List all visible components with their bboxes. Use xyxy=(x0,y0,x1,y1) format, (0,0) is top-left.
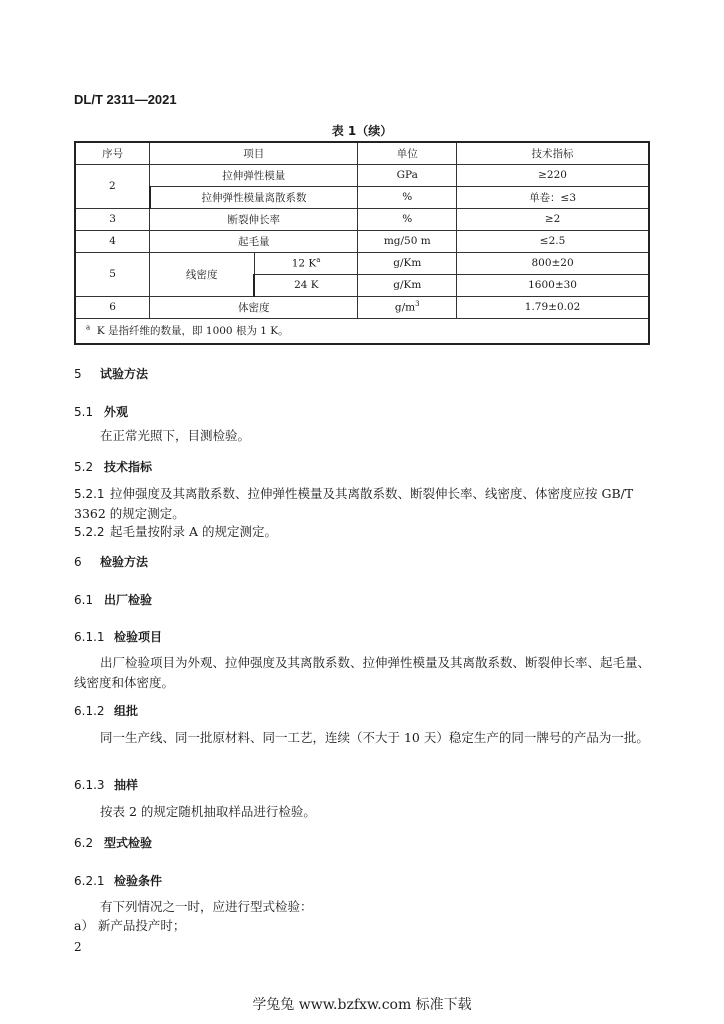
heading-title: 检验条件 xyxy=(114,874,163,888)
cell-value: ≥2 xyxy=(457,208,649,230)
heading-number: 5 xyxy=(74,367,82,381)
heading-5-2 xyxy=(74,458,152,475)
unit-superscript: 3 xyxy=(415,300,420,309)
cell-no: 2 xyxy=(75,164,150,208)
cell-value: 800±20 xyxy=(457,252,649,274)
table-header-row xyxy=(75,142,649,164)
paragraph-6-1-3: 按表 2 的规定随机抽取样品进行检验。 xyxy=(100,804,316,819)
table-footnote-row xyxy=(75,318,649,344)
heading-5 xyxy=(74,365,148,382)
heading-number: 5.1 xyxy=(74,405,94,419)
heading-title: 试验方法 xyxy=(100,367,149,381)
paragraph-6-1-2: 同一生产线、同一批原材料、同一工艺，连续（不大于 10 天）稳定生产的同一牌号的产品为一批。 xyxy=(100,730,649,745)
table-footnote xyxy=(75,318,649,344)
paragraph-5-1: 在正常光照下，目测检验。 xyxy=(100,428,251,443)
table-row xyxy=(75,296,649,318)
cell-value: ≤2.5 xyxy=(457,230,649,252)
cell-no: 5 xyxy=(75,252,150,296)
cell-no: 3 xyxy=(75,208,150,230)
heading-number: 6.1.3 xyxy=(74,778,105,792)
heading-title: 出厂检验 xyxy=(104,593,153,607)
cell-value: ≥220 xyxy=(457,164,649,186)
table-row xyxy=(75,208,649,230)
paragraph-5-2-1 xyxy=(74,484,654,524)
clause-text: 拉伸强度及其离散系数、拉伸弹性模量及其离散系数、断裂伸长率、线密度、体密度应按 GB/T 3362 的规定测定。 xyxy=(74,486,634,521)
heading-number: 6 xyxy=(74,555,82,569)
clause-number: 5.2.1 xyxy=(74,487,105,501)
heading-title: 技术指标 xyxy=(104,460,153,474)
heading-6-1-2 xyxy=(74,702,138,719)
spec-table xyxy=(74,141,650,345)
cell-no: 6 xyxy=(75,296,150,318)
clause-text: 起毛量按附录 A 的规定测定。 xyxy=(110,524,277,539)
cell-unit: mg/50 m xyxy=(358,230,457,252)
paragraph-6-2-1: 有下列情况之一时，应进行型式检验： xyxy=(100,899,313,914)
heading-title: 组批 xyxy=(114,704,139,718)
footnote-mark: a xyxy=(86,323,91,332)
cell-item: 拉伸弹性模量 xyxy=(150,164,358,186)
heading-number: 6.1.1 xyxy=(74,630,105,644)
heading-number: 6.1.2 xyxy=(74,704,105,718)
clause-number: 5.2.2 xyxy=(74,525,105,539)
table-row xyxy=(75,252,649,274)
header-value: 技术指标 xyxy=(457,142,649,164)
cell-value: 1.79±0.02 xyxy=(457,296,649,318)
heading-title: 抽样 xyxy=(114,778,139,792)
heading-6-1 xyxy=(74,591,152,608)
cell-value: 单卷：≤3 xyxy=(457,186,649,208)
table-caption: 表 1（续） xyxy=(331,124,393,138)
header-item: 项目 xyxy=(150,142,358,164)
list-item-a: a） 新产品投产时； xyxy=(74,918,186,933)
cell-item: 体密度 xyxy=(150,296,358,318)
page-number: 2 xyxy=(74,940,82,954)
cell-unit: g/Km xyxy=(358,274,457,296)
cell-unit: GPa xyxy=(358,164,457,186)
heading-number: 5.2 xyxy=(74,460,94,474)
footnote-text: K 是指纤维的数量，即 1000 根为 1 K。 xyxy=(96,325,289,338)
paragraph-6-1-1: 出厂检验项目为外观、拉伸强度及其离散系数、拉伸弹性模量及其离散系数、断裂伸长率、起毛量、线密度和体密度。 xyxy=(74,655,651,690)
site-watermark[interactable]: 学兔兔 www.bzfxw.com 标准下载 xyxy=(252,997,472,1013)
heading-title: 检验项目 xyxy=(114,630,163,644)
heading-6-1-3 xyxy=(74,776,138,793)
cell-item: 拉伸弹性模量离散系数 xyxy=(150,186,358,208)
cell-no: 4 xyxy=(75,230,150,252)
cell-sub-item xyxy=(254,252,358,274)
cell-unit xyxy=(358,296,457,318)
standard-code: DL/T 2311—2021 xyxy=(74,92,177,107)
heading-6-1-1 xyxy=(74,628,162,645)
cell-unit: % xyxy=(358,186,457,208)
sub-item-text: 12 K xyxy=(291,257,317,270)
table-row xyxy=(75,164,649,186)
heading-number: 6.2 xyxy=(74,836,94,850)
cell-item: 起毛量 xyxy=(150,230,358,252)
heading-6 xyxy=(74,553,148,570)
heading-number: 6.2.1 xyxy=(74,874,105,888)
footnote-ref: a xyxy=(316,256,321,265)
heading-number: 6.1 xyxy=(74,593,94,607)
heading-title: 外观 xyxy=(104,405,129,419)
unit-text: g/m xyxy=(394,301,416,314)
table-row xyxy=(75,186,649,208)
table-row xyxy=(75,230,649,252)
cell-item: 线密度 xyxy=(150,252,255,296)
cell-sub-item: 24 K xyxy=(254,274,358,296)
cell-unit: g/Km xyxy=(358,252,457,274)
heading-title: 检验方法 xyxy=(100,555,149,569)
heading-6-2-1 xyxy=(74,872,162,889)
paragraph-5-2-2 xyxy=(74,522,654,542)
header-no: 序号 xyxy=(75,142,150,164)
header-unit: 单位 xyxy=(358,142,457,164)
heading-5-1 xyxy=(74,403,128,420)
heading-title: 型式检验 xyxy=(104,836,153,850)
cell-item: 断裂伸长率 xyxy=(150,208,358,230)
cell-unit: % xyxy=(358,208,457,230)
heading-6-2 xyxy=(74,834,152,851)
cell-value: 1600±30 xyxy=(457,274,649,296)
